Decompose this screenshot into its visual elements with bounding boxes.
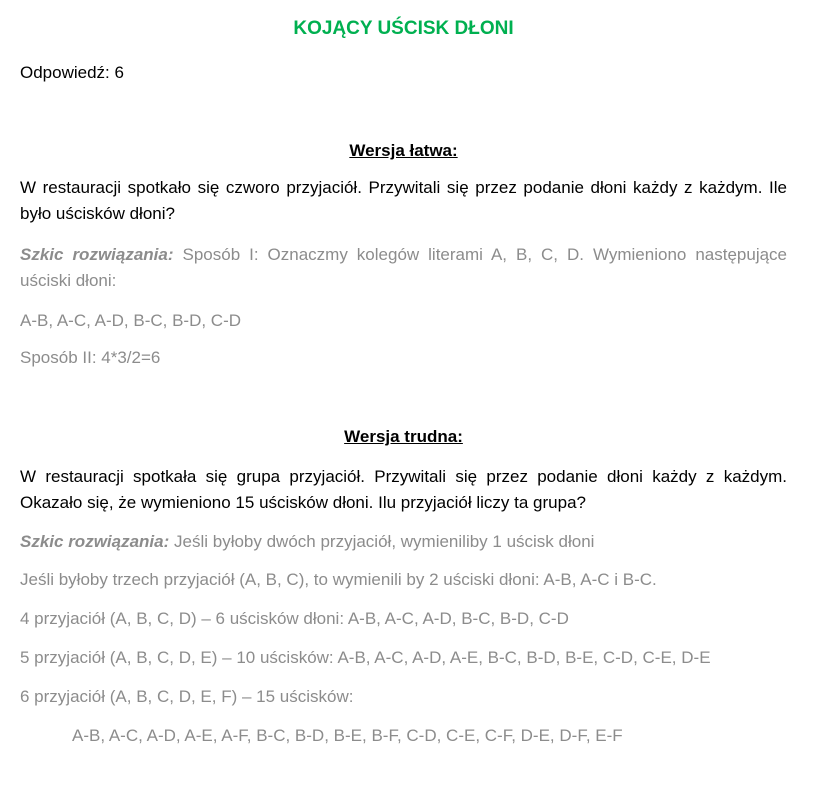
easy-problem-text: W restauracji spotkało się czworo przyjaciół. Przywitali się przez podanie dłoni każdy z każdym. Ile było uścisków dłoni? bbox=[20, 178, 787, 223]
easy-version-heading: Wersja łatwa: bbox=[349, 141, 458, 160]
hard-sketch-label: Szkic rozwiązania: bbox=[20, 532, 170, 551]
hard-line-six-friends: 6 przyjaciół (A, B, C, D, E, F) – 15 uścisków: bbox=[20, 687, 354, 706]
easy-method2-line: Sposób II: 4*3/2=6 bbox=[20, 348, 161, 367]
hard-line-four-friends: 4 przyjaciół (A, B, C, D) – 6 uścisków dłoni: A-B, A-C, A-D, B-C, B-D, C-D bbox=[20, 609, 569, 628]
hard-line-five-friends: 5 przyjaciół (A, B, C, D, E) – 10 uścisków: A-B, A-C, A-D, A-E, B-C, B-D, B-E, C-D, C-E, D-E bbox=[20, 648, 711, 667]
answer-line: Odpowiedź: 6 bbox=[20, 63, 124, 82]
page-title: KOJĄCY UŚCISK DŁONI bbox=[293, 18, 514, 39]
hard-line-three-friends: Jeśli byłoby trzech przyjaciół (A, B, C), to wymienili by 2 uściski dłoni: A-B, A-C i B-C. bbox=[20, 570, 657, 589]
hard-version-heading: Wersja trudna: bbox=[344, 427, 463, 446]
easy-sketch-label: Szkic rozwiązania: bbox=[20, 245, 174, 264]
easy-sketch-paragraph bbox=[20, 242, 787, 294]
easy-sketch-text: Sposób I: Oznaczmy kolegów literami A, B, C, D. Wymieniono następujące uściski dłoni: bbox=[20, 245, 787, 290]
hard-sketch-paragraph bbox=[20, 531, 594, 553]
hard-line-six-pairs: A-B, A-C, A-D, A-E, A-F, B-C, B-D, B-E, B-F, C-D, C-E, C-F, D-E, D-F, E-F bbox=[72, 726, 623, 745]
hard-sketch-text: Jeśli byłoby dwóch przyjaciół, wymieniliby 1 uścisk dłoni bbox=[169, 532, 595, 551]
hard-problem-text: W restauracji spotkała się grupa przyjaciół. Przywitali się przez podanie dłoni każdy z każdym. Okazało się, że wymieniono 15 uścisków dłoni. Ilu przyjaciół liczy ta grupa? bbox=[20, 467, 787, 512]
easy-pairs-line: A-B, A-C, A-D, B-C, B-D, C-D bbox=[20, 311, 242, 330]
